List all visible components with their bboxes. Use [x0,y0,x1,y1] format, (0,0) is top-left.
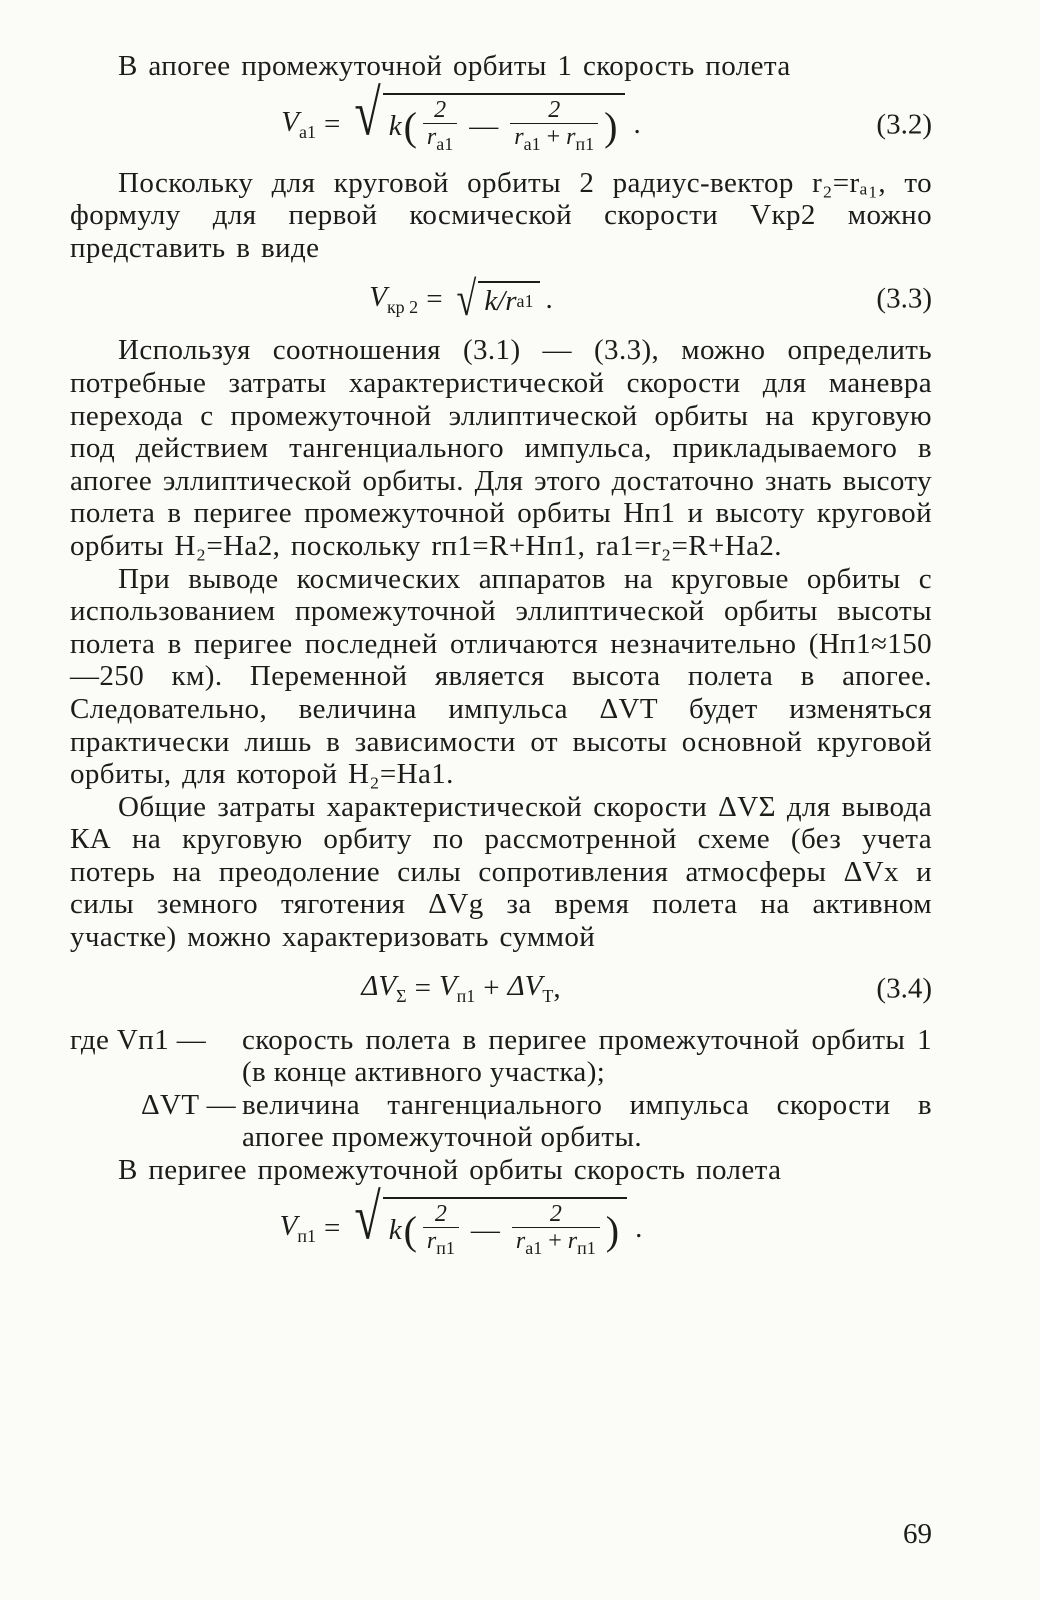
f32-k: k [388,110,402,143]
f35-k: k [388,1214,402,1247]
definition-term: ΔVT — [140,1088,236,1121]
f35-eq: = [324,1212,341,1245]
f33-sqrt [456,271,540,326]
formula-3-4-body [70,954,852,1024]
f32-radicand [383,93,626,157]
formula-3-2-body [70,77,852,167]
equation-number-3-3: (3.3) [876,282,932,315]
f32-frac2 [510,97,598,157]
paragraph-6: В перигее промежуточной орбиты скорость полета [118,1154,782,1187]
paragraph-5: Общие затраты характеристической скорости ΔVΣ для вывода КА на круговую орбиту по рассмотренной схеме (без учета потерь на преодоление силы сопротивления атмосферы ΔVx и силы земного тяготения ΔVg за время полета на активном участке) можно характеризовать суммой [70,790,932,954]
formula-3-2 [70,77,932,167]
paragraph-4: При выводе космических аппаратов на круговые орбиты с использованием промежуточной эллиптической орбиты высоты полета в перигее последней отличаются незначительно (Hп1≈150—250 км). Переменной является высота полета в апогее. Следовательно, величина импульса ΔVT будет изменяться практически лишь в зависимости от высоты основной круговой орбиты, для которой H₂=Hа1. [70,562,932,791]
left-paren-icon: ( [403,104,417,150]
f33-tail: . [545,282,553,315]
f35-minus: — [470,1214,500,1247]
sqrt-sign-icon: √ [354,77,381,150]
definition-item [70,1024,932,1089]
definition-term: где Vп1 — [70,1023,207,1056]
page-number: 69 [903,1518,932,1550]
paragraph-2: Поскольку для круговой орбиты 2 радиус-вектор r₂=rₐ₁, то формулу для первой космической скорости Vкр2 можно представить в виде [70,166,932,264]
f34-eq: = [414,972,431,1005]
formula-3-3-body [70,264,852,334]
left-paren-icon: ( [403,1208,417,1254]
f32-num1: 2 [434,96,447,123]
sqrt-sign-icon: √ [354,1181,381,1254]
f33-lhs: $V_{кр 2}$ [369,280,419,317]
f32-den2: $r_{а1} + r_{п1}$ [510,123,598,157]
f35-frac1 [423,1201,459,1261]
definition-desc: скорость полета в перигее промежуточной орбиты 1 (в конце активного участка); [242,1023,932,1089]
f34-b: $\Delta V_T$ [507,970,554,1007]
definition-item [70,1089,932,1154]
f32-num2: 2 [548,96,561,123]
page-content [70,50,932,1271]
right-paren-icon: ) [605,1208,620,1254]
equation-number-3-2: (3.2) [876,108,932,141]
f32-sqrt [354,77,625,157]
formula-3-5-body [70,1181,852,1271]
f32-frac1 [423,97,457,157]
right-paren-icon: ) [604,104,618,150]
f32-den1: $r_{а1}$ [423,123,457,157]
f33-eq: = [426,282,443,315]
f35-frac2 [512,1201,600,1261]
f35-lhs: $V_{п1}$ [279,1210,316,1247]
sqrt-sign-icon: √ [456,271,477,326]
equation-number-3-4: (3.4) [876,972,932,1005]
f35-sqrt [354,1181,627,1261]
f35-radicand [383,1197,627,1261]
f35-num2: 2 [549,1200,562,1227]
paragraph-3: Используя соотношения (3.1) — (3.3), можно определить потребные затраты характеристической скорости для маневра перехода с промежуточной эллиптической орбиты на круговую под действием тангенциального импульса, прикладываемого в апогее эллиптической орбиты. Для этого достаточно знать высоту полета в перигее промежуточной орбиты Hп1 и высоту круговой орбиты H₂=Hа2, поскольку rп1=R+Hп1, rа1=r₂=R+Hа2. [70,334,932,562]
formula-3-4 [70,954,932,1024]
paragraph-1: В апогее промежуточной орбиты 1 скорость полета [118,50,791,82]
f34-tail: , [553,972,561,1005]
f34-a: $V_{п1}$ [438,970,476,1007]
definitions-list [70,1024,932,1154]
f35-num1: 2 [434,1200,447,1227]
formula-3-3 [70,264,932,334]
f35-den2: $r_{а1} + r_{п1}$ [512,1227,600,1261]
formula-3-5 [70,1181,932,1271]
f33-radicand: k/r а1 [478,281,539,318]
definition-desc: величина тангенциального импульса скорости в апогее промежуточной орбиты. [242,1088,932,1154]
f34-plus: + [483,972,500,1005]
f35-den1: $r_{п1}$ [423,1227,459,1261]
f34-lhs: $\Delta V_\Sigma$ [361,970,407,1007]
f35-tail: . [635,1212,643,1245]
f32-tail: . [633,108,641,141]
f32-lhs: $V_{а1}$ [281,106,316,142]
f32-eq: = [324,108,341,141]
f32-minus: — [469,110,499,143]
